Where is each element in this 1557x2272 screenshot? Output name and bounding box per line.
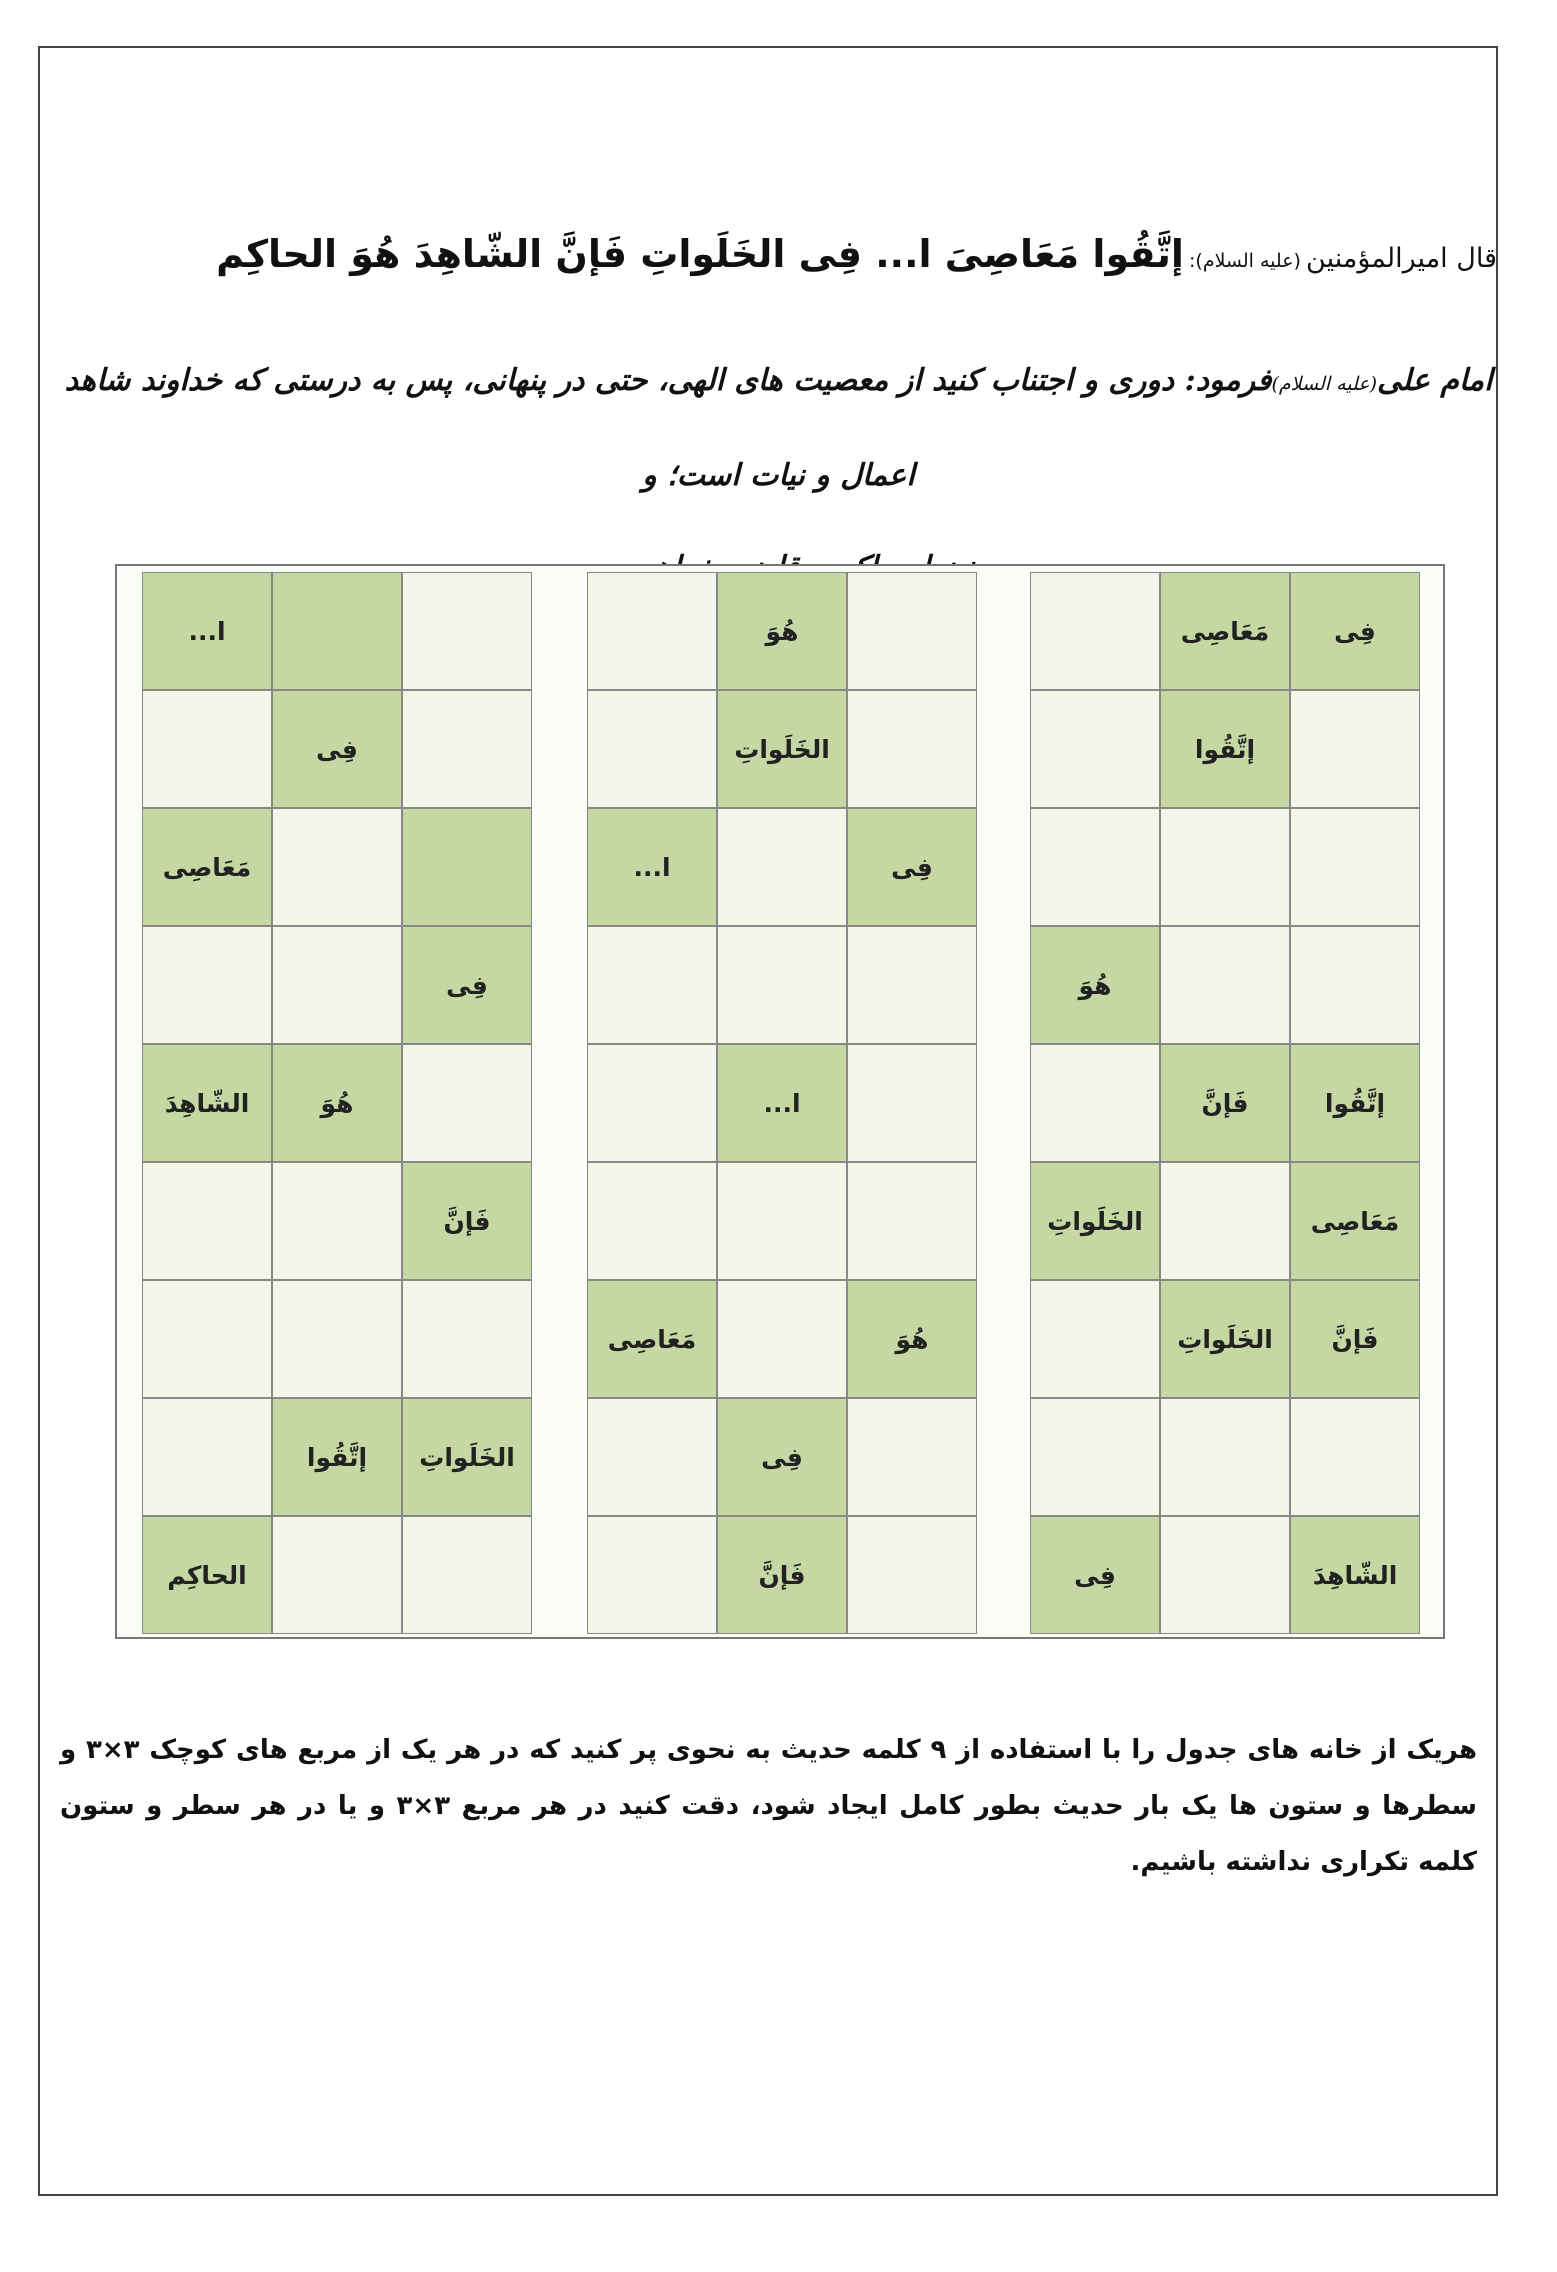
hadith-heading <box>60 232 1497 312</box>
grid-cell[interactable]: مَعَاصِی <box>142 808 272 926</box>
instructions-text: هریک از خانه های جدول را با استفاده از ۹ کلمه حدیث به نحوی پر کنید که در هر یک از مربع های کوچک ۳×۳ و سطرها و ستون ها یک بار حدیث بطور کامل ایجاد شود، دقت کنید در هر مربع ۳×۳ و یا در هر سطر و ستون کلمه تکراری نداشته باشیم. <box>60 1735 1478 1877</box>
grid-cell[interactable]: فَإنَّ <box>402 1162 532 1280</box>
grid-cell[interactable] <box>717 1162 847 1280</box>
grid-cell[interactable]: الخَلَواتِ <box>1030 1162 1160 1280</box>
grid-cell[interactable] <box>847 1516 977 1634</box>
grid-cell[interactable] <box>272 1162 402 1280</box>
translation-prefix: امام علی <box>1377 363 1493 398</box>
grid-block <box>1030 1280 1420 1634</box>
grid-block <box>587 572 977 926</box>
grid-cell[interactable] <box>402 808 532 926</box>
grid-cell[interactable] <box>717 1280 847 1398</box>
grid-cell[interactable] <box>847 1044 977 1162</box>
grid-cell[interactable]: إتَّقُوا <box>272 1398 402 1516</box>
grid-cell[interactable] <box>142 1398 272 1516</box>
grid-cell[interactable]: ا... <box>587 808 717 926</box>
grid-cell[interactable] <box>142 690 272 808</box>
grid-cell[interactable] <box>402 1280 532 1398</box>
grid-cell[interactable]: فَإنَّ <box>717 1516 847 1634</box>
grid-cell[interactable] <box>717 808 847 926</box>
grid-cell[interactable] <box>142 1162 272 1280</box>
grid-cell[interactable] <box>272 926 402 1044</box>
grid-cell[interactable] <box>847 1398 977 1516</box>
grid-cell[interactable] <box>1160 1516 1290 1634</box>
grid-block <box>587 926 977 1280</box>
grid-cell[interactable]: ا... <box>142 572 272 690</box>
grid-cell[interactable]: مَعَاصِی <box>587 1280 717 1398</box>
grid-cell[interactable] <box>847 926 977 1044</box>
narrator-label: قال امیرالمؤمنین <box>1306 243 1497 274</box>
grid-cell[interactable]: مَعَاصِی <box>1160 572 1290 690</box>
grid-cell[interactable] <box>402 1516 532 1634</box>
grid-cell[interactable] <box>402 572 532 690</box>
grid-cell[interactable] <box>142 1280 272 1398</box>
grid-cell[interactable] <box>142 926 272 1044</box>
translation-honorific: (علیه السلام) <box>1271 373 1378 395</box>
grid-cell[interactable] <box>272 808 402 926</box>
grid-cell[interactable]: فِی <box>847 808 977 926</box>
grid-cell[interactable]: فِی <box>1290 572 1420 690</box>
grid-cell[interactable] <box>847 572 977 690</box>
grid-cell[interactable] <box>402 690 532 808</box>
grid-cell[interactable] <box>587 926 717 1044</box>
grid-cell[interactable] <box>1290 926 1420 1044</box>
grid-cell[interactable] <box>1160 1398 1290 1516</box>
grid-cell[interactable]: فِی <box>272 690 402 808</box>
sudoku-grid <box>115 564 1445 1639</box>
grid-cell[interactable]: فِی <box>402 926 532 1044</box>
grid-cell[interactable] <box>587 1398 717 1516</box>
grid-cell[interactable]: الخَلَواتِ <box>1160 1280 1290 1398</box>
grid-cell[interactable]: الخَلَواتِ <box>402 1398 532 1516</box>
grid-cell[interactable]: فِی <box>1030 1516 1160 1634</box>
grid-cell[interactable]: هُوَ <box>1030 926 1160 1044</box>
grid-cell[interactable] <box>587 690 717 808</box>
grid-block <box>587 1280 977 1634</box>
grid-cell[interactable]: مَعَاصِی <box>1290 1162 1420 1280</box>
grid-cell[interactable] <box>587 572 717 690</box>
grid-block <box>142 926 532 1280</box>
grid-cell[interactable]: إتَّقُوا <box>1160 690 1290 808</box>
grid-cell[interactable]: هُوَ <box>272 1044 402 1162</box>
grid-cell[interactable] <box>587 1162 717 1280</box>
grid-cell[interactable] <box>847 1162 977 1280</box>
grid-cell[interactable] <box>1030 1398 1160 1516</box>
grid-cell[interactable]: الخَلَواتِ <box>717 690 847 808</box>
grid-cell[interactable]: الشّاهِدَ <box>142 1044 272 1162</box>
grid-cell[interactable] <box>1030 690 1160 808</box>
grid-block <box>142 572 532 926</box>
grid-cell[interactable] <box>1030 808 1160 926</box>
grid-cell[interactable]: فَإنَّ <box>1160 1044 1290 1162</box>
grid-cell[interactable] <box>1290 690 1420 808</box>
grid-cell[interactable]: الشّاهِدَ <box>1290 1516 1420 1634</box>
grid-cell[interactable] <box>272 572 402 690</box>
grid-cell[interactable] <box>1030 1280 1160 1398</box>
grid-cell[interactable]: فِی <box>717 1398 847 1516</box>
grid-cell[interactable]: إتَّقُوا <box>1290 1044 1420 1162</box>
grid-cell[interactable]: فَإنَّ <box>1290 1280 1420 1398</box>
grid-cell[interactable] <box>1030 572 1160 690</box>
grid-cell[interactable] <box>1290 1398 1420 1516</box>
honorific-label: (علیه السلام): <box>1189 250 1301 272</box>
grid-cell[interactable]: ا... <box>717 1044 847 1162</box>
grid-cell[interactable] <box>1160 808 1290 926</box>
grid-cell[interactable]: الحاکِم <box>142 1516 272 1634</box>
grid-cell[interactable] <box>587 1044 717 1162</box>
grid-cell[interactable] <box>1160 926 1290 1044</box>
grid-cell[interactable] <box>847 690 977 808</box>
grid-cell[interactable] <box>1030 1044 1160 1162</box>
grid-cell[interactable] <box>587 1516 717 1634</box>
hadith-text: إتَّقُوا مَعَاصِیَ ا... فِی الخَلَواتِ فَإنَّ الشّاهِدَ هُوَ الحاکِم <box>216 232 1184 276</box>
grid-cell[interactable] <box>402 1044 532 1162</box>
grid-block <box>1030 926 1420 1280</box>
translation-line1: فرمود: دوری و اجتناب کنید از معصیت های الهی، حتی در پنهانی، پس به درستی که خداوند شاهد اعمال و نیات است؛ و <box>64 363 1272 493</box>
grid-cell[interactable]: هُوَ <box>717 572 847 690</box>
grid-block <box>1030 572 1420 926</box>
grid-cell[interactable] <box>1160 1162 1290 1280</box>
grid-cell[interactable] <box>272 1280 402 1398</box>
grid-cell[interactable] <box>717 926 847 1044</box>
grid-cell[interactable] <box>1290 808 1420 926</box>
grid-cell[interactable]: هُوَ <box>847 1280 977 1398</box>
grid-cell[interactable] <box>272 1516 402 1634</box>
grid-block <box>142 1280 532 1634</box>
